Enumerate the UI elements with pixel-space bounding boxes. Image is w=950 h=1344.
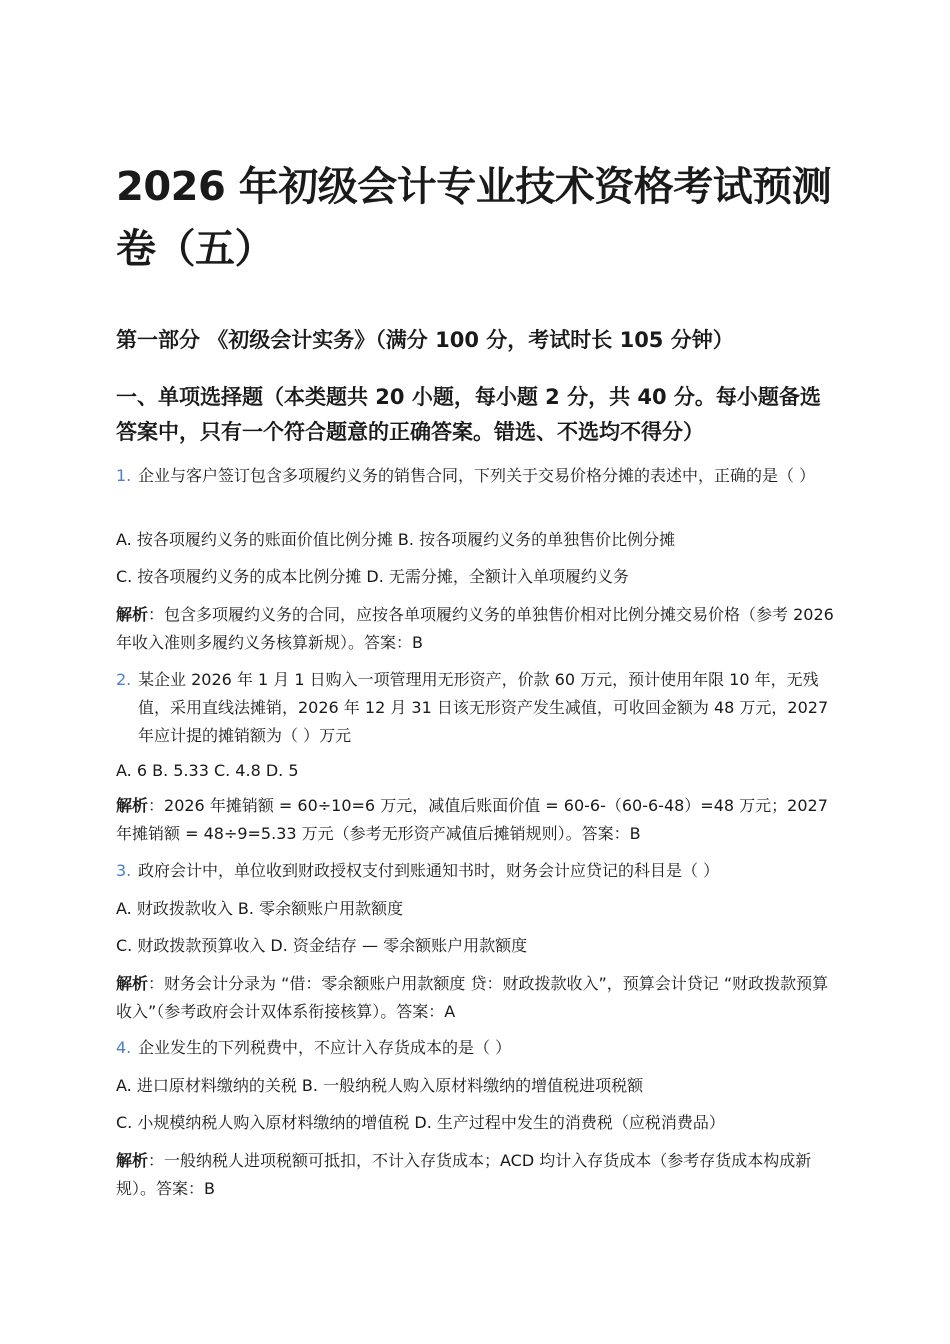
option-line: A. 6 B. 5.33 C. 4.8 D. 5	[116, 761, 299, 780]
option-line: C. 小规模纳税人购入原材料缴纳的增值税 D. 生产过程中发生的消费税（应税消费品）	[116, 1113, 725, 1132]
question-stem	[116, 666, 838, 750]
question-number: 4.	[116, 1038, 132, 1057]
question-3	[116, 857, 838, 885]
question-stem	[116, 857, 838, 885]
section-heading: 一、单项选择题（本类题共 20 小题，每小题 2 分，共 40 分。每小题备选答案中，只有一个符合题意的正确答案。错选、不选均不得分）	[116, 385, 821, 444]
question-text: 政府会计中，单位收到财政授权支付到账通知书时，财务会计应贷记的科目是（ ）	[138, 861, 720, 880]
question-2	[116, 666, 838, 750]
question-text: 某企业 2026 年 1 月 1 日购入一项管理用无形资产，价款 60 万元，预计使用年限 10 年，无残值，采用直线法摊销，2026 年 12 月 31 日该无形资产发生减值，可收回金额为 48 万元，2027 年应计提的摊销额为（ ）万元	[138, 670, 829, 745]
question-1	[116, 462, 838, 490]
analysis-paragraph	[116, 970, 838, 1026]
option-line: A. 财政拨款收入 B. 零余额账户用款额度	[116, 899, 404, 918]
question-stem	[116, 1034, 838, 1062]
analysis-text: ：包含多项履约义务的合同，应按各单项履约义务的单独售价相对比例分摊交易价格（参考 2026 年收入准则多履约义务核算新规）。答案：B	[116, 605, 834, 652]
option-line: A. 进口原材料缴纳的关税 B. 一般纳税人购入原材料缴纳的增值税进项税额	[116, 1076, 644, 1095]
option-line: C. 财政拨款预算收入 D. 资金结存 — 零余额账户用款额度	[116, 936, 528, 955]
analysis-label: 解析	[116, 605, 149, 624]
question-text: 企业发生的下列税费中，不应计入存货成本的是（ ）	[138, 1038, 512, 1057]
analysis-label: 解析	[116, 1151, 149, 1170]
option-line: C. 按各项履约义务的成本比例分摊 D. 无需分摊，全额计入单项履约义务	[116, 567, 629, 586]
question-text: 企业与客户签订包含多项履约义务的销售合同，下列关于交易价格分摊的表述中，正确的是（ ）	[138, 466, 816, 485]
question-4	[116, 1034, 838, 1062]
analysis-paragraph	[116, 1147, 838, 1203]
question-number: 1.	[116, 466, 132, 485]
page-title: 2026 年初级会计专业技术资格考试预测卷（五）	[116, 164, 832, 272]
analysis-text: ：财务会计分录为 “借：零余额账户用款额度 贷：财政拨款收入”，预算会计贷记 “财政拨款预算收入”（参考政府会计双体系衔接核算）。答案：A	[116, 974, 829, 1021]
analysis-paragraph	[116, 792, 838, 848]
analysis-paragraph	[116, 601, 838, 657]
question-number: 2.	[116, 670, 132, 689]
part-heading: 第一部分 《初级会计实务》（满分 100 分，考试时长 105 分钟）	[116, 328, 734, 352]
analysis-text: ：一般纳税人进项税额可抵扣，不计入存货成本；ACD 均计入存货成本（参考存货成本构成新规）。答案：B	[116, 1151, 812, 1198]
question-number: 3.	[116, 861, 132, 880]
analysis-text: ：2026 年摊销额 = 60÷10=6 万元，减值后账面价值 = 60-6-（60-6-48）=48 万元；2027 年摊销额 = 48÷9=5.33 万元（参考无形资产减值后摊销规则）。答案：B	[116, 796, 828, 843]
analysis-label: 解析	[116, 796, 149, 815]
option-line: A. 按各项履约义务的账面价值比例分摊 B. 按各项履约义务的单独售价比例分摊	[116, 530, 676, 549]
question-stem	[116, 462, 838, 490]
analysis-label: 解析	[116, 974, 149, 993]
